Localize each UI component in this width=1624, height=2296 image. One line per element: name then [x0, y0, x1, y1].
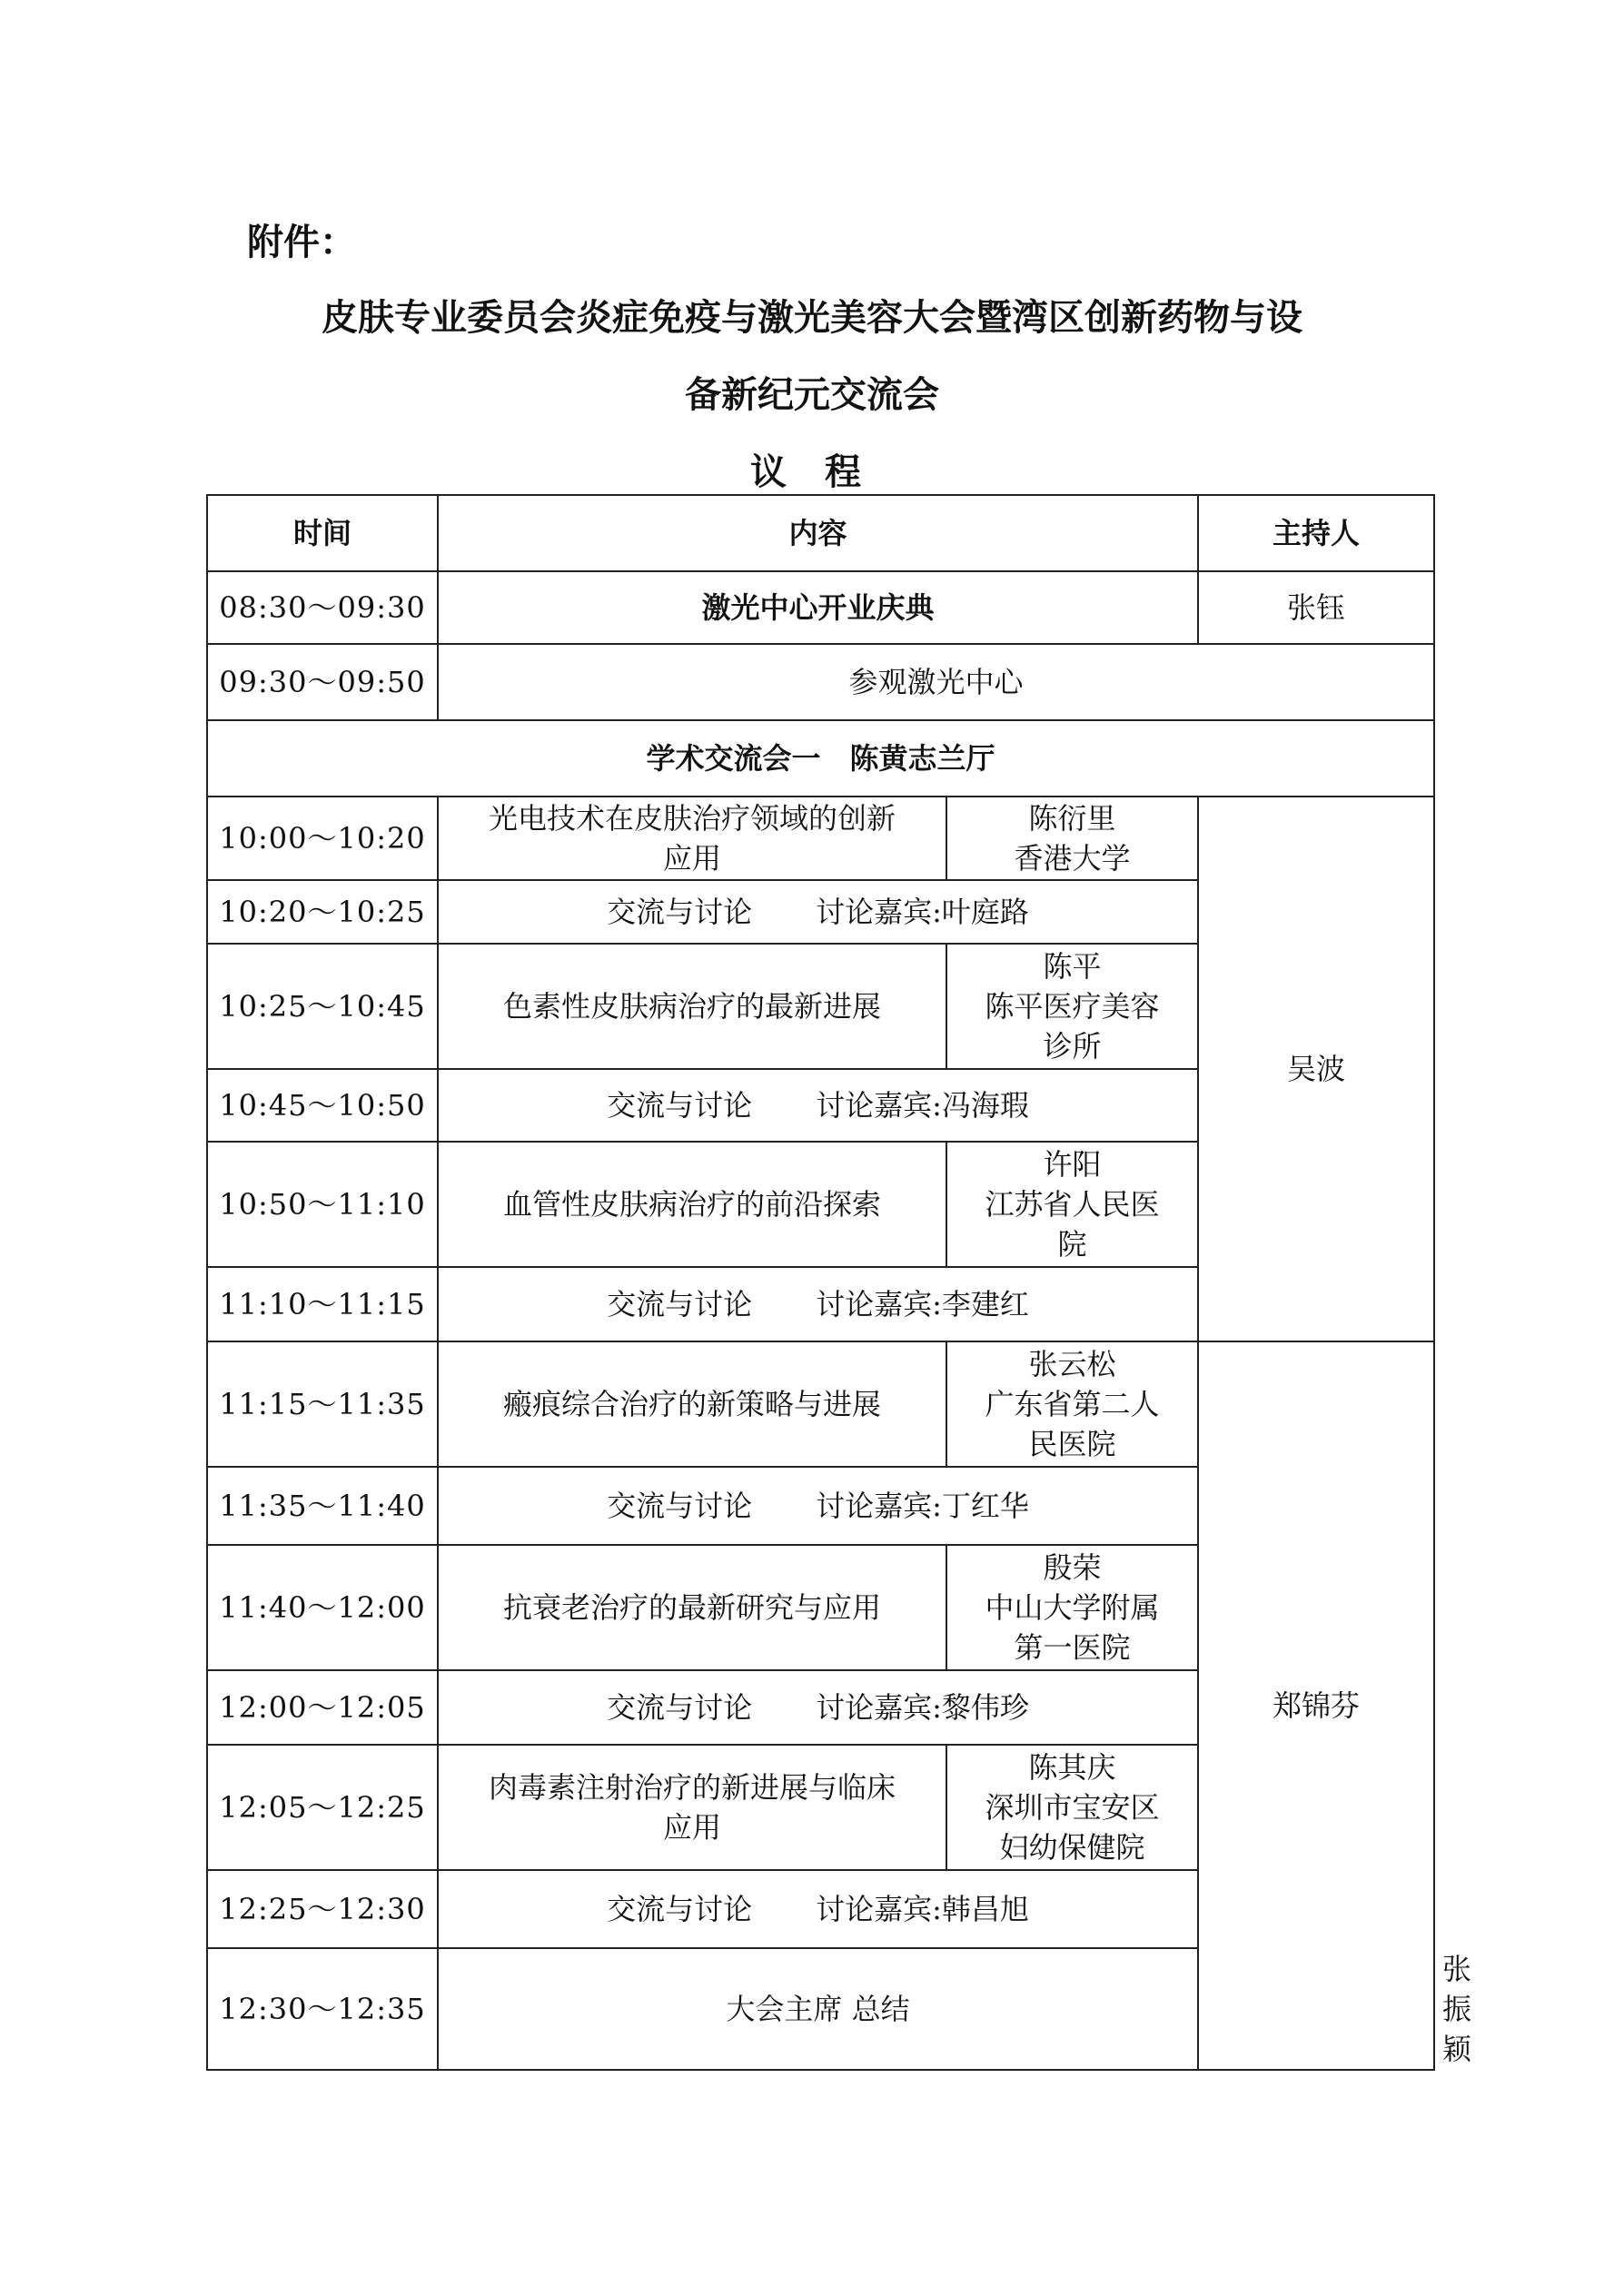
- row-time: 12:00～12:05: [207, 1670, 438, 1745]
- table-row: [207, 797, 1434, 880]
- discussion-guest: 讨论嘉宾:丁红华: [816, 1489, 1029, 1523]
- row-time: 11:40～12:00: [207, 1545, 438, 1670]
- speaker-name: 陈其庆: [1028, 1750, 1116, 1785]
- speaker-affiliation: 诊所: [1043, 1029, 1102, 1064]
- speaker-affiliation: 江苏省人民医: [985, 1187, 1160, 1222]
- speaker-affiliation: 院: [1057, 1227, 1087, 1262]
- agenda-table: [206, 494, 1472, 2071]
- row-discussion: [438, 1467, 1198, 1545]
- topic-line: 应用: [662, 1810, 721, 1845]
- row-time: 10:00～10:20: [207, 797, 438, 880]
- speaker-name: 许阳: [1043, 1147, 1102, 1182]
- speaker-affiliation: 广东省第二人: [985, 1387, 1160, 1421]
- row-time: 10:20～10:25: [207, 880, 438, 944]
- table-row: [207, 1341, 1434, 1467]
- topic-line: 应用: [662, 841, 721, 876]
- agenda-heading: 议 程: [750, 451, 874, 493]
- row-speaker: [946, 797, 1198, 880]
- row-discussion: [438, 1267, 1198, 1341]
- topic-line: 肉毒素注射治疗的新进展与临床: [488, 1770, 896, 1805]
- speaker-affiliation: 第一医院: [1014, 1630, 1131, 1665]
- row-speaker: [946, 1142, 1198, 1267]
- row-time: 11:35～11:40: [207, 1467, 438, 1545]
- discussion-label: 交流与讨论: [607, 1892, 753, 1926]
- section-title: 学术交流会一 陈黄志兰厅: [207, 720, 1434, 797]
- row-time: 10:50～11:10: [207, 1142, 438, 1267]
- row-discussion: [438, 1670, 1198, 1745]
- table-row: 12:30～12:35 大会主席 总结 张振颖: [207, 1948, 1434, 2070]
- attachment-label: 附件：: [247, 222, 356, 263]
- section-row: [207, 720, 1434, 797]
- speaker-affiliation: 陈平医疗美容: [985, 989, 1160, 1024]
- host-cell: 郑锦芬: [1198, 1341, 1434, 2070]
- speaker-affiliation: 民医院: [1028, 1427, 1116, 1461]
- row-topic: 色素性皮肤病治疗的最新进展: [438, 944, 946, 1069]
- discussion-guest: 讨论嘉宾:韩昌旭: [816, 1892, 1029, 1926]
- speaker-name: 张云松: [1028, 1347, 1116, 1381]
- speaker-affiliation: 中山大学附属: [985, 1590, 1160, 1625]
- header-host: 主持人: [1198, 495, 1434, 571]
- title-line-2: 备新纪元交流会: [685, 374, 939, 416]
- row-discussion: [438, 1870, 1198, 1948]
- row-speaker: [946, 1341, 1198, 1467]
- speaker-affiliation: 妇幼保健院: [999, 1830, 1145, 1865]
- discussion-label: 交流与讨论: [607, 1690, 753, 1725]
- speaker-affiliation: 深圳市宝安区: [985, 1790, 1160, 1825]
- row-time: 09:30～09:50: [207, 644, 438, 720]
- speaker-affiliation: 香港大学: [1014, 841, 1131, 876]
- row-speaker: [946, 1745, 1198, 1870]
- table-header-row: [207, 495, 1434, 571]
- row-time: 12:30～12:35: [207, 1948, 438, 2070]
- header-content: 内容: [438, 495, 1198, 571]
- title-line-1: 皮肤专业委员会炎症免疫与激光美容大会暨湾区创新药物与设: [322, 297, 1302, 339]
- row-time: 10:45～10:50: [207, 1069, 438, 1142]
- discussion-label: 交流与讨论: [607, 1489, 753, 1523]
- header-time: 时间: [207, 495, 438, 571]
- speaker-name: 陈衍里: [1028, 801, 1116, 836]
- row-host: 张钰: [1198, 571, 1434, 644]
- row-topic: 抗衰老治疗的最新研究与应用: [438, 1545, 946, 1670]
- row-discussion: [438, 1069, 1198, 1142]
- discussion-guest: 讨论嘉宾:叶庭路: [816, 895, 1029, 929]
- row-speaker: [946, 944, 1198, 1069]
- discussion-label: 交流与讨论: [607, 1287, 753, 1321]
- row-time: 11:15～11:35: [207, 1341, 438, 1467]
- row-speaker: [946, 1545, 1198, 1670]
- row-discussion: [438, 880, 1198, 944]
- table-row: [207, 571, 1434, 644]
- row-time: 12:05～12:25: [207, 1745, 438, 1870]
- speaker-name: 陈平: [1043, 949, 1102, 984]
- discussion-label: 交流与讨论: [607, 895, 753, 929]
- row-content: 激光中心开业庆典: [438, 571, 1198, 644]
- discussion-guest: 讨论嘉宾:冯海瑕: [816, 1088, 1029, 1123]
- speaker-name: 殷荣: [1043, 1550, 1102, 1585]
- row-topic: [438, 797, 946, 880]
- row-content: 大会主席 总结: [438, 1948, 1198, 2070]
- row-topic: 血管性皮肤病治疗的前沿探索: [438, 1142, 946, 1267]
- row-topic: 瘢痕综合治疗的新策略与进展: [438, 1341, 946, 1467]
- discussion-guest: 讨论嘉宾:黎伟珍: [816, 1690, 1029, 1725]
- row-time: 12:25～12:30: [207, 1870, 438, 1948]
- topic-line: 光电技术在皮肤治疗领域的创新: [488, 801, 896, 836]
- row-time: 10:25～10:45: [207, 944, 438, 1069]
- row-time: 11:10～11:15: [207, 1267, 438, 1341]
- row-topic: [438, 1745, 946, 1870]
- host-cell: 吴波: [1198, 797, 1434, 1341]
- discussion-guest: 讨论嘉宾:李建红: [816, 1287, 1029, 1321]
- row-time: 08:30～09:30: [207, 571, 438, 644]
- discussion-label: 交流与讨论: [607, 1088, 753, 1123]
- row-content: 参观激光中心: [438, 644, 1434, 720]
- table-row: [207, 644, 1434, 720]
